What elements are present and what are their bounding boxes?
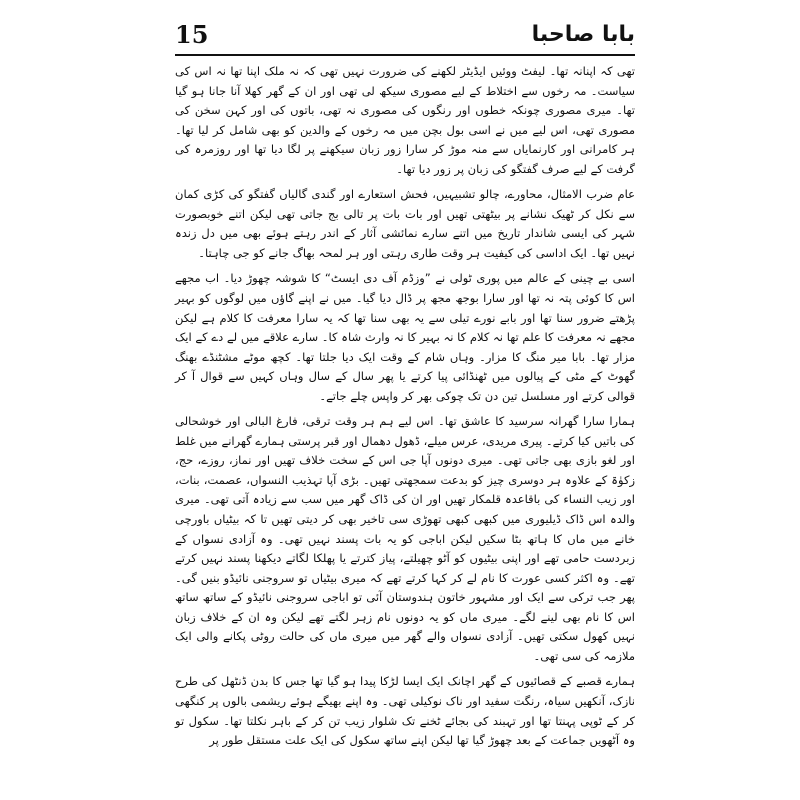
paragraph: عام ضرب الامثال، محاورے، چالو تشبیہیں، فحش استعارے اور گندی گالیاں گفتگو کی کڑی کمان سے نکل کر ٹھیک نشانے پر بیٹھتی تھیں اور بات بات پر تالی بج جاتی تھی لیکن اتنے خوبصورت شہر کی ایسی شاندار تاریخ میں اتنے سارے نمائشی آثار کے اندر رہتے ہوئے بھی میں دل زندہ نہیں تھا۔ ایک اداسی کی کیفیت ہر وقت طاری رہتی اور ہر لمحہ بھاگ جانے کو جی چاہتا۔ [175, 187, 635, 260]
paragraph: ہمارا سارا گھرانہ سرسید کا عاشق تھا۔ اس لیے ہم ہر وقت ترقی، فارغ البالی اور خوشحالی کی باتیں کیا کرتے۔ پیری مریدی، عرس میلے، ڈھول دھمال اور قبر پرستی ہمارے گھرانے میں غلط اور لغو بازی بھی جاتی تھی۔ میری دونوں آپا جی اس کے سخت خلاف تھیں اور نماز، روزے، حج، زکوٰۃ کے علاوہ ہر دوسری چیز کو بدعت سمجھتی تھیں۔ بڑی آپا تہذیب النسواں، عصمت، بنات، اور زیب النساء کی باقاعدہ قلمکار تھیں اور ان کی ڈاک گھر میں سب سے زیادہ آتی تھی۔ میری والدہ اس ڈاک ڈیلیوری میں کبھی کبھی تھوڑی سی تاخیر بھی کر دیتی تھیں تا کہ بیٹیاں باورچی خانے میں ماں کا ہاتھ بٹا سکیں لیکن اباجی کو یہ بات پسند نہیں تھی۔ وہ آزادی نسواں کے زبردست حامی تھے اور اپنی بیٹیوں کو آٹو چھیلتے، پیاز کترتے یا پھلکا لگاتے دیکھنا پسند نہیں کرتے تھے۔ وہ اکثر کسی عورت کا نام لے کر کہا کرتے تھے کہ میری بیٹیاں تو سروجنی نائیڈو بنیں گی۔ پھر جب ترکی سے ایک اور مشہور خاتون ہندوستان آئی تو اباجی سروجنی نائیڈو کے ساتھ ساتھ اس کا نام بھی لینے لگے۔ میری ماں کو یہ دونوں نام زہر لگتے تھے لیکن وہ ان کے خلاف زبان نہیں کھول سکتی تھیں۔ آزادی نسواں والے گھر میں میری ماں کی حالت روٹی پکانے والی ایک ملازمہ کی سی تھی۔ [175, 414, 635, 663]
page-header [175, 18, 635, 52]
page-number: 15 [175, 20, 209, 49]
page-body [175, 62, 635, 757]
paragraph: ہمارے قصبے کے قصائیوں کے گھر اچانک ایک ایسا لڑکا پیدا ہو گیا تھا جس کا بدن ڈنٹھل کی طرح نازک، آنکھیں سیاہ، رنگت سفید اور ناک نوکیلی تھی۔ وہ اپنے بھیگے ہوئے ریشمی بالوں پر کنگھی کر کے ٹوپی پہنتا تھا اور تہبند کی بجائے ٹخنے تک شلوار زیب تن کر کے باہر نکلتا تھا۔ سکول تو وہ آٹھویں جماعت کے بعد چھوڑ گیا تھا لیکن اپنے ساتھ سکول کی ایک علت مستقل طور پر [175, 674, 635, 748]
running-title: بابا صاحبا [531, 22, 635, 47]
header-rule [175, 54, 635, 56]
paragraph: اسی بے چینی کے عالم میں پوری ٹولی نے ”وزڈم آف دی ایسٹ“ کا شوشہ چھوڑ دیا۔ اب مجھے اس کا کوئی پتہ نہ تھا اور سارا بوجھ مجھ پر ڈال دیا گیا۔ میں نے اپنے گاؤں میں لوگوں کو بہیر پڑھتے ضرور سنا تھا اور بابے نورے تیلی سے یہ بھی سنا تھا کہ یہ سارا معرفت کا کلام ہے لیکن مجھے نہ معرفت کا علم تھا نہ کلام کا نہ بہیر کا نہ وارث شاہ کا۔ سارے علاقے میں لے دے کے ایک مزار تھا۔ بابا میر منگ کا مزار۔ وہاں شام کے وقت ایک دیا جلتا تھا۔ کچھ موٹے مشٹنڈے بھنگ گھوٹ کے مٹی کے پیالوں میں ٹھنڈائی پیا کرتے یا پھر سال کے سال وہاں کہیں سے قوال آ کر قوالی کرتے اور مسلسل تین دن تک چوکی بھر کر واپس چلے جاتے۔ [175, 271, 635, 403]
paragraph: تھی کہ اپنانہ تھا۔ لیفٹ ووئیں ایڈیٹر لکھنے کی ضرورت نہیں تھی کہ نہ ملک اپنا تھا نہ اس کی سیاست۔ مہ رخوں سے اختلاط کے لیے مصوری سیکھ لی تھی اور ان کے گھر کھلا آنا جانا ہو گیا تھا۔ میری مصوری چونکہ خطوں اور رنگوں کی مصوری نہ تھی، باتوں کی اور کہن سخن کی مصوری تھی، اس لیے میں نے اسی بول بچن میں مہ رخوں کے والدین کو بھی شامل کر لیا تھا۔ ہر کامرانی اور کارنمایاں سے منہ موڑ کر سارا زور زبان سیکھنے پر لگا دیا تھا اور روزمرہ کی گرفت کے لیے صرف گفتگو کی زبان پر زور دیا تھا۔ [175, 64, 635, 176]
